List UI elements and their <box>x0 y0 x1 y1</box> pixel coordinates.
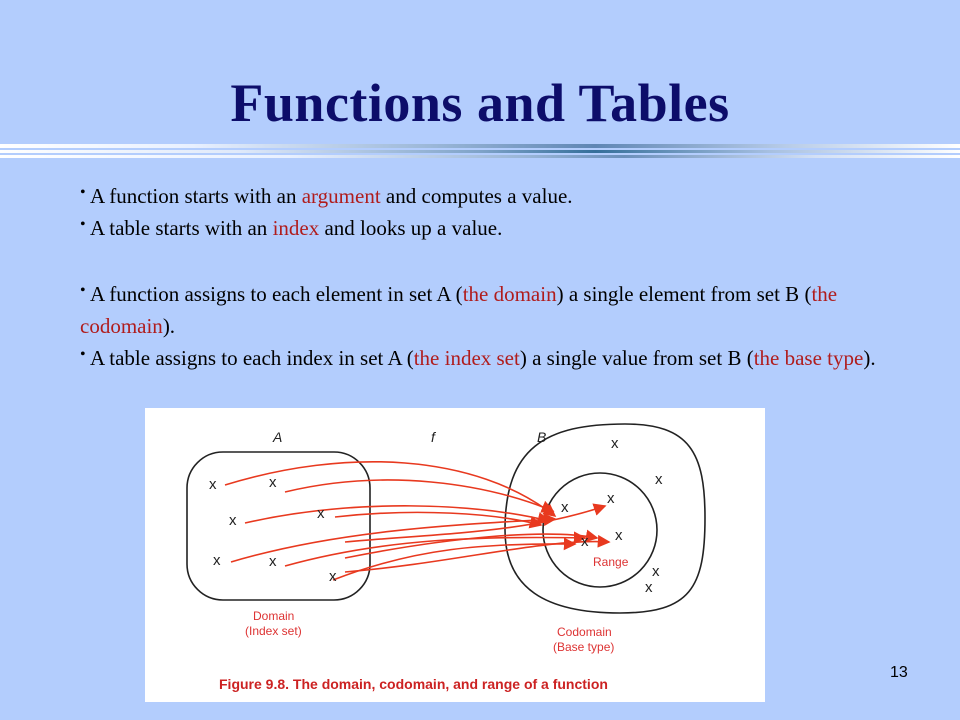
title-divider <box>0 155 960 158</box>
range-label: Range <box>593 555 629 569</box>
function-f-label: f <box>431 429 435 445</box>
bullet-dot-icon: • <box>80 346 86 363</box>
codomain-label: Codomain <box>557 625 612 639</box>
bullet-table-index-set: • A table assigns to each index in set A (the index set) a single value from set B (the base type). <box>80 342 900 374</box>
element-mark: x <box>611 435 619 452</box>
term-codomain: the codomain <box>80 282 838 338</box>
term-base-type: the base type <box>753 346 864 370</box>
element-mark: x <box>229 512 237 529</box>
set-b-label: B <box>537 429 547 445</box>
base-type-label: (Base type) <box>553 640 615 654</box>
index-set-label: (Index set) <box>245 624 302 638</box>
term-domain: the domain <box>462 282 557 306</box>
bullet-table-index: • A table starts with an index and looks up a value. <box>80 212 900 244</box>
mapping-diagram <box>145 408 765 702</box>
slide-title: Functions and Tables <box>230 73 730 133</box>
title-divider <box>0 144 960 148</box>
domain-set-shape <box>187 452 370 600</box>
element-mark: x <box>607 490 615 507</box>
term-index-set: the index set <box>413 346 520 370</box>
element-mark: x <box>615 527 623 544</box>
bullet-function-argument: • A function starts with an argument and computes a value. <box>80 180 900 212</box>
figure-caption: Figure 9.8. The domain, codomain, and range of a function <box>219 676 608 692</box>
set-a-label: A <box>273 429 283 445</box>
element-mark: x <box>645 579 653 596</box>
term-index: index <box>272 216 320 240</box>
figure-domain-codomain <box>145 408 765 702</box>
element-mark: x <box>269 553 277 570</box>
page-number: 13 <box>890 664 908 681</box>
mapping-arrows <box>225 462 609 580</box>
diagram-labels <box>245 555 629 654</box>
element-mark: x <box>329 568 337 585</box>
bullet-dot-icon: • <box>80 184 86 201</box>
element-mark: x <box>561 499 569 516</box>
element-marks <box>209 435 663 596</box>
element-mark: x <box>652 563 660 580</box>
domain-label: Domain <box>253 609 295 623</box>
element-mark: x <box>209 476 217 493</box>
term-argument: argument <box>301 184 381 208</box>
bullet-function-domain: • A function assigns to each element in set A (the domain) a single element from set B (the codomain). <box>80 278 900 342</box>
bullet-list <box>80 180 900 374</box>
bullet-dot-icon: • <box>80 282 86 299</box>
element-mark: x <box>581 533 589 550</box>
element-mark: x <box>317 505 325 522</box>
element-mark: x <box>213 552 221 569</box>
element-mark: x <box>655 471 663 488</box>
range-set-shape <box>543 473 657 587</box>
bullet-dot-icon: • <box>80 216 86 233</box>
title-divider <box>0 150 960 153</box>
element-mark: x <box>269 474 277 491</box>
